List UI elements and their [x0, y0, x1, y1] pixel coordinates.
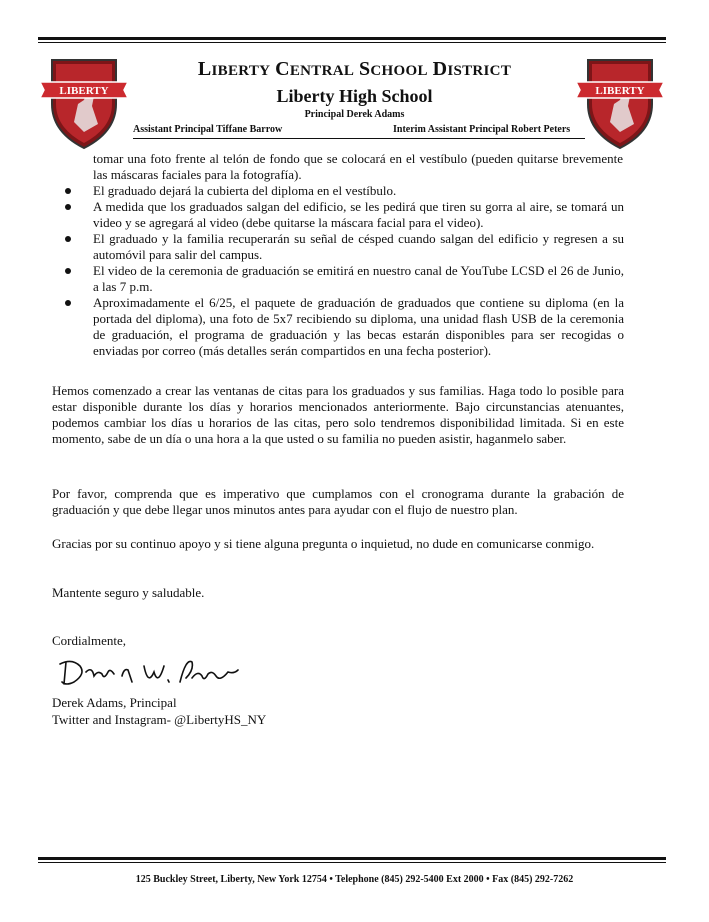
handwritten-signature [52, 652, 242, 694]
social-handle: Twitter and Instagram- @LibertyHS_NY [52, 712, 267, 727]
footer-address: 125 Buckley Street, Liberty, New York 12754 • Telephone (845) 292-5400 Ext 2000 • Fax (845) 292-7262 [135, 874, 574, 885]
bullet-list [52, 183, 624, 359]
logo-text: LIBERTY [595, 85, 645, 97]
paragraph-schedule: Por favor, comprenda que es imperativo que cumplamos con el cronograma durante la grabación de graduación y que debe llegar unos minutos antes para ayudar con el flujo de nuestro plan. [52, 486, 624, 517]
school-name: Liberty High School [276, 86, 433, 106]
list-item-text: El video de la ceremonia de graduación se emitirá en nuestro canal de YouTube LCSD el 26 de Junio, a las 7 p.m. [93, 263, 624, 294]
list-item-text: A medida que los graduados salgan del edificio, se les pedirá que tiren su gorra al aire, se tomará un video y se agregará al video (debe quitarse la máscara facial para el video). [93, 199, 624, 230]
assistant-principal-left: Assistant Principal Tiffane Barrow [133, 124, 283, 135]
signer-name-title: Derek Adams, Principal [52, 695, 177, 710]
list-item [52, 231, 624, 263]
paragraph-thanks: Gracias por su continuo apoyo y si tiene alguna pregunta o inquietud, no dude en comunicarse conmigo. [52, 536, 595, 551]
paragraph-appointments: Hemos comenzado a crear las ventanas de citas para los graduados y sus familias. Haga todo lo posible para estar disponible durante los días y horarios mencionados anteriormente. Bajo circunstancias atenuantes, podemos cambiar los días u horarios de las citas, pero solo tendremos disponibilidad limitada. Si en este momento, sabe de un día o una hora a la que usted o su familia no pueden asistir, haganmelo saber. [52, 383, 624, 446]
header-rule-bottom [38, 42, 666, 43]
bullet-icon [65, 204, 71, 210]
principal-line: Principal Derek Adams [304, 109, 405, 120]
header-rule-top [38, 37, 666, 40]
paragraph-stay-safe: Mantente seguro y saludable. [52, 585, 205, 600]
district-name-text: LIBERTY CENTRAL SCHOOL DISTRICT [197, 58, 512, 80]
bullet-icon [65, 188, 71, 194]
logo-text: LIBERTY [59, 85, 109, 97]
assistant-principal-right: Interim Assistant Principal Robert Peters [393, 124, 571, 135]
list-item-text: El graduado y la familia recuperarán su señal de césped cuando salgan del edificio y regresen a su automóvil para salir del campus. [93, 231, 624, 262]
list-item-text: Aproximadamente el 6/25, el paquete de graduación de graduados que contiene su diploma (en la portada del diploma), una foto de 5x7 recibiendo su diploma, una unidad flash USB de la ceremonia de graduación, el programa de graduación y las becas estarán disponibles para ser recogidas o enviadas por correo (más detalles serán compartidos en una fecha posterior). [93, 295, 624, 358]
footer-rule-top [38, 857, 666, 860]
assistant-principals-row [133, 124, 585, 139]
list-item-text: El graduado dejará la cubierta del diploma en el vestíbulo. [93, 183, 397, 198]
list-item [52, 263, 624, 295]
bullet-icon [65, 300, 71, 306]
continuation-text: tomar una foto frente al telón de fondo que se colocará en el vestíbulo (pueden quitarse brevemente las máscaras faciales para la fotografía). [93, 151, 623, 182]
district-name [0, 58, 709, 81]
bullet-icon [65, 268, 71, 274]
closing-salutation: Cordialmente, [52, 633, 127, 648]
list-item [52, 295, 624, 359]
footer-rule-bottom [38, 862, 666, 863]
bullet-icon [65, 236, 71, 242]
list-item [52, 199, 624, 231]
list-item [52, 183, 624, 199]
